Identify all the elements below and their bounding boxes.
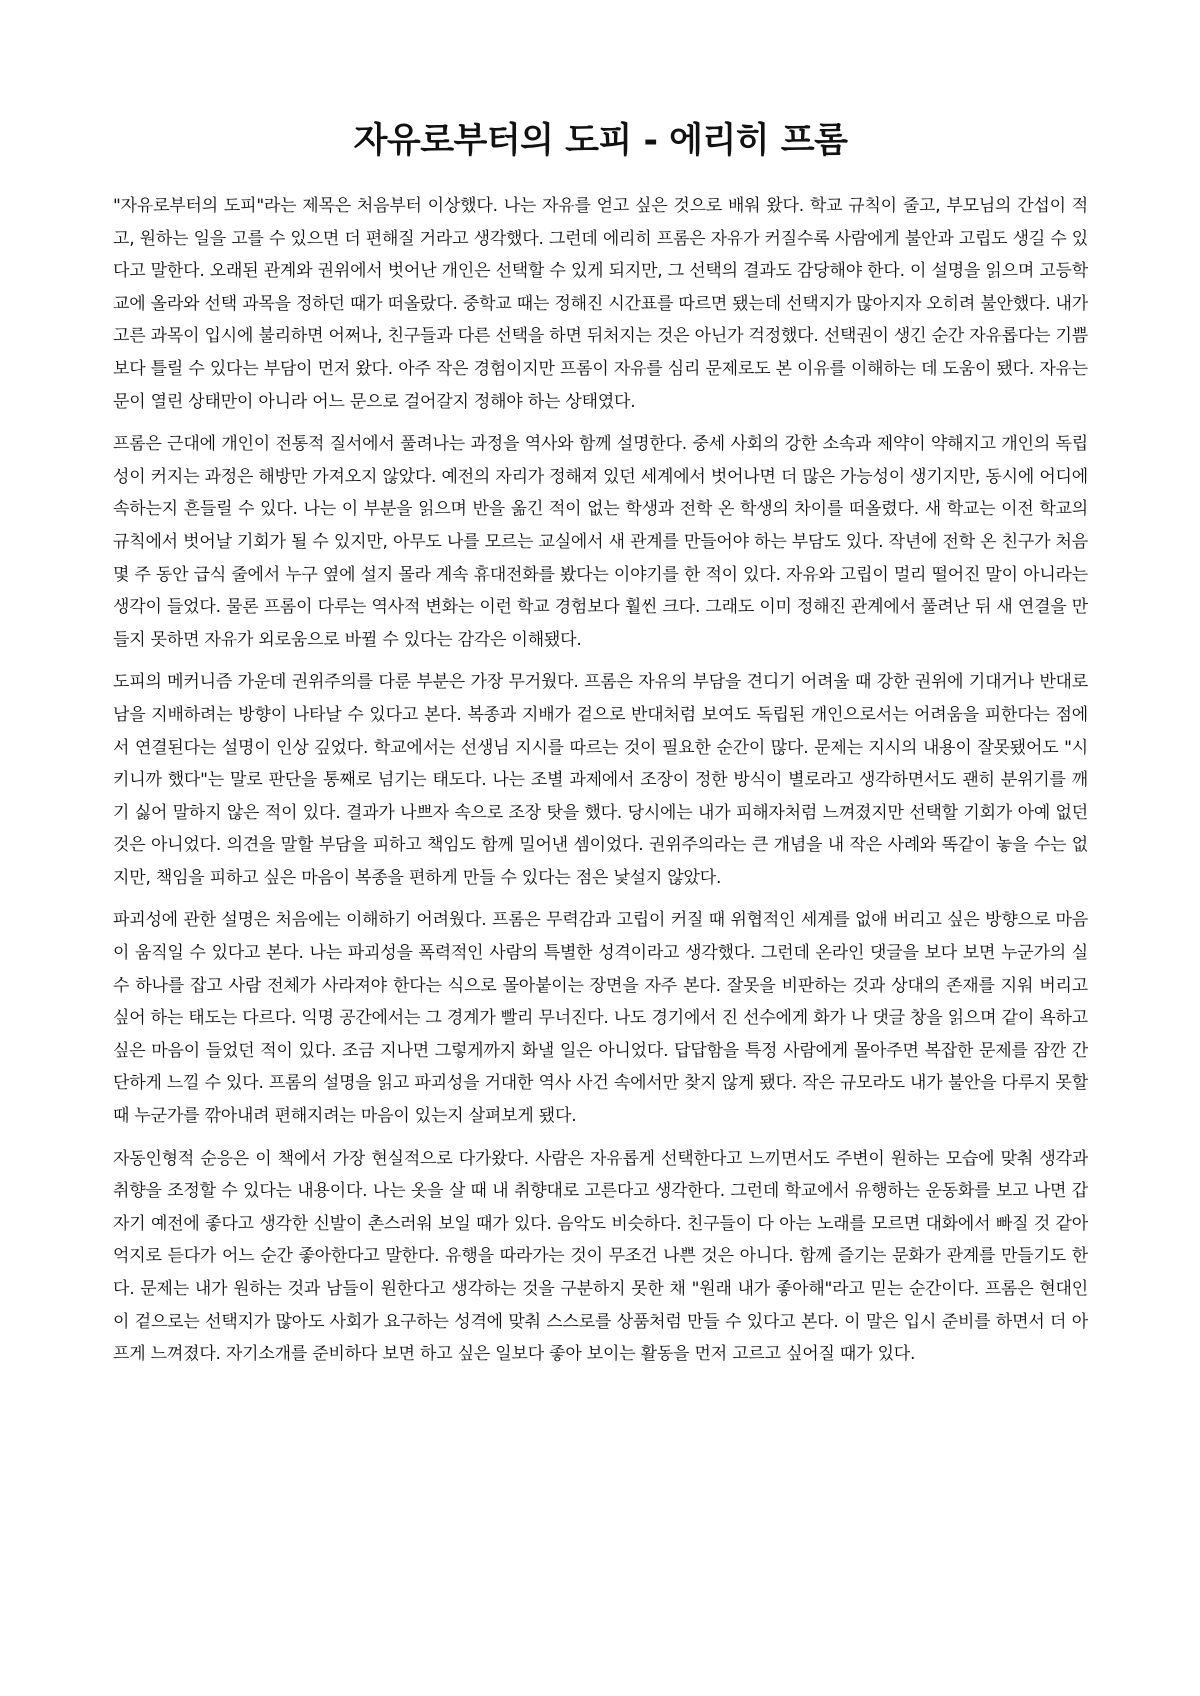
paragraph: 도피의 메커니즘 가운데 권위주의를 다룬 부분은 가장 무거웠다. 프롬은 자유의 부담을 견디기 어려울 때 강한 권위에 기대거나 반대로 남을 지배하려는 방향이 나타날 수 있다고 본다. 복종과 지배가 겉으로 반대처럼 보여도 독립된 개인으로서는 어려움을 피한다는 점에서 연결된다는 설명이 인상 깊었다. 학교에서는 선생님 지시를 따르는 것이 필요한 순간이 많다. 문제는 지시의 내용이 잘못됐어도 "시키니까 했다"는 말로 판단을 통째로 넘기는 태도다. 나는 조별 과제에서 조장이 정한 방식이 별로라고 생각하면서도 괜히 분위기를 깨기 싫어 말하지 않은 적이 있다. 결과가 나쁘자 속으로 조장 탓을 했다. 당시에는 내가 피해자처럼 느껴졌지만 선택할 기회가 아예 없던 것은 아니었다. 의견을 말할 부담을 피하고 책임도 함께 밀어낸 셈이었다. 권위주의라는 큰 개념을 내 작은 사례와 똑같이 놓을 수는 없지만, 책임을 피하고 싶은 마음이 복종을 편하게 만들 수 있다는 점은 낯설지 않았다. xyxy=(113,672,1088,888)
paragraph: "자유로부터의 도피"라는 제목은 처음부터 이상했다. 나는 자유를 얻고 싶은 것으로 배워 왔다. 학교 규칙이 줄고, 부모님의 간섭이 적고, 원하는 일을 고를 수 있으면 더 편해질 거라고 생각했다. 그런데 에리히 프롬은 자유가 커질수록 사람에게 불안과 고립도 생길 수 있다고 말한다. 오래된 관계와 권위에서 벗어난 개인은 선택할 수 있게 되지만, 그 선택의 결과도 감당해야 한다. 이 설명을 읽으며 고등학교에 올라와 선택 과목을 정하던 때가 떠올랐다. 중학교 때는 정해진 시간표를 따르면 됐는데 선택지가 많아지자 오히려 불안했다. 내가 고른 과목이 입시에 불리하면 어쩌나, 친구들과 다른 선택을 하면 뒤처지는 것은 아닌가 걱정했다. 선택권이 생긴 순간 자유롭다는 기쁨보다 틀릴 수 있다는 부담이 먼저 왔다. 아주 작은 경험이지만 프롬이 자유를 심리 문제로도 본 이유를 이해하는 데 도움이 됐다. 자유는 문이 열린 상태만이 아니라 어느 문으로 걸어갈지 정해야 하는 상태였다. xyxy=(113,196,1088,412)
document-page xyxy=(113,112,1088,1381)
document-title: 자유로부터의 도피 - 에리히 프롬 xyxy=(353,121,848,161)
paragraph: 자동인형적 순응은 이 책에서 가장 현실적으로 다가왔다. 사람은 자유롭게 선택한다고 느끼면서도 주변이 원하는 모습에 맞춰 생각과 취향을 조정할 수 있다는 내용이다. 나는 옷을 살 때 내 취향대로 고른다고 생각한다. 그런데 학교에서 유행하는 운동화를 보고 나면 갑자기 예전에 좋다고 생각한 신발이 촌스러워 보일 때가 있다. 음악도 비슷하다. 친구들이 다 아는 노래를 모르면 대화에서 빠질 것 같아 억지로 듣다가 어느 순간 좋아한다고 말한다. 유행을 따라가는 것이 무조건 나쁜 것은 아니다. 함께 즐기는 문화가 관계를 만들기도 한다. 문제는 내가 원하는 것과 남들이 원한다고 생각하는 것을 구분하지 못한 채 "원래 내가 좋아해"라고 믿는 순간이다. 프롬은 현대인이 겉으로는 선택지가 많아도 사회가 요구하는 성격에 맞춰 스스로를 상품처럼 만들 수 있다고 본다. 이 말은 입시 준비를 하면서 더 아프게 느껴졌다. 자기소개를 준비하다 보면 하고 싶은 일보다 좋아 보이는 활동을 먼저 고르고 싶어질 때가 있다. xyxy=(113,1148,1088,1365)
paragraph: 파괴성에 관한 설명은 처음에는 이해하기 어려웠다. 프롬은 무력감과 고립이 커질 때 위협적인 세계를 없애 버리고 싶은 방향으로 마음이 움직일 수 있다고 본다. 나는 파괴성을 폭력적인 사람의 특별한 성격이라고 생각했다. 그런데 온라인 댓글을 보다 보면 누군가의 실수 하나를 잡고 사람 전체가 사라져야 한다는 식으로 몰아붙이는 장면을 자주 본다. 잘못을 비판하는 것과 상대의 존재를 지워 버리고 싶어 하는 태도는 다르다. 익명 공간에서는 그 경계가 빨리 무너진다. 나도 경기에서 진 선수에게 화가 나 댓글 창을 읽으며 같이 욕하고 싶은 마음이 들었던 적이 있다. 조금 지나면 그렇게까지 화낼 일은 아니었다. 답답함을 특정 사람에게 몰아주면 복잡한 문제를 잠깐 간단하게 느낄 수 있다. 프롬의 설명을 읽고 파괴성을 거대한 역사 사건 속에서만 찾지 않게 됐다. 작은 규모라도 내가 불안을 다루지 못할 때 누군가를 깎아내려 편해지려는 마음이 있는지 살펴보게 됐다. xyxy=(113,910,1088,1127)
paragraph: 프롬은 근대에 개인이 전통적 질서에서 풀려나는 과정을 역사와 함께 설명한다. 중세 사회의 강한 소속과 제약이 약해지고 개인의 독립성이 커지는 과정은 해방만 가져오지 않았다. 예전의 자리가 정해져 있던 세계에서 벗어나면 더 많은 가능성이 생기지만, 동시에 어디에 속하는지 흔들릴 수 있다. 나는 이 부분을 읽으며 반을 옮긴 적이 없는 학생과 전학 온 학생의 차이를 떠올렸다. 새 학교는 이전 학교의 규칙에서 벗어날 기회가 될 수 있지만, 아무도 나를 모르는 교실에서 새 관계를 만들어야 하는 부담도 있다. 작년에 전학 온 친구가 처음 몇 주 동안 급식 줄에서 누구 옆에 설지 몰라 계속 휴대전화를 봤다는 이야기를 한 적이 있다. 자유와 고립이 멀리 떨어진 말이 아니라는 생각이 들었다. 물론 프롬이 다루는 역사적 변화는 이런 학교 경험보다 훨씬 크다. 그래도 이미 정해진 관계에서 풀려난 뒤 새 연결을 만들지 못하면 자유가 외로움으로 바뀔 수 있다는 감각은 이해됐다. xyxy=(113,434,1088,650)
